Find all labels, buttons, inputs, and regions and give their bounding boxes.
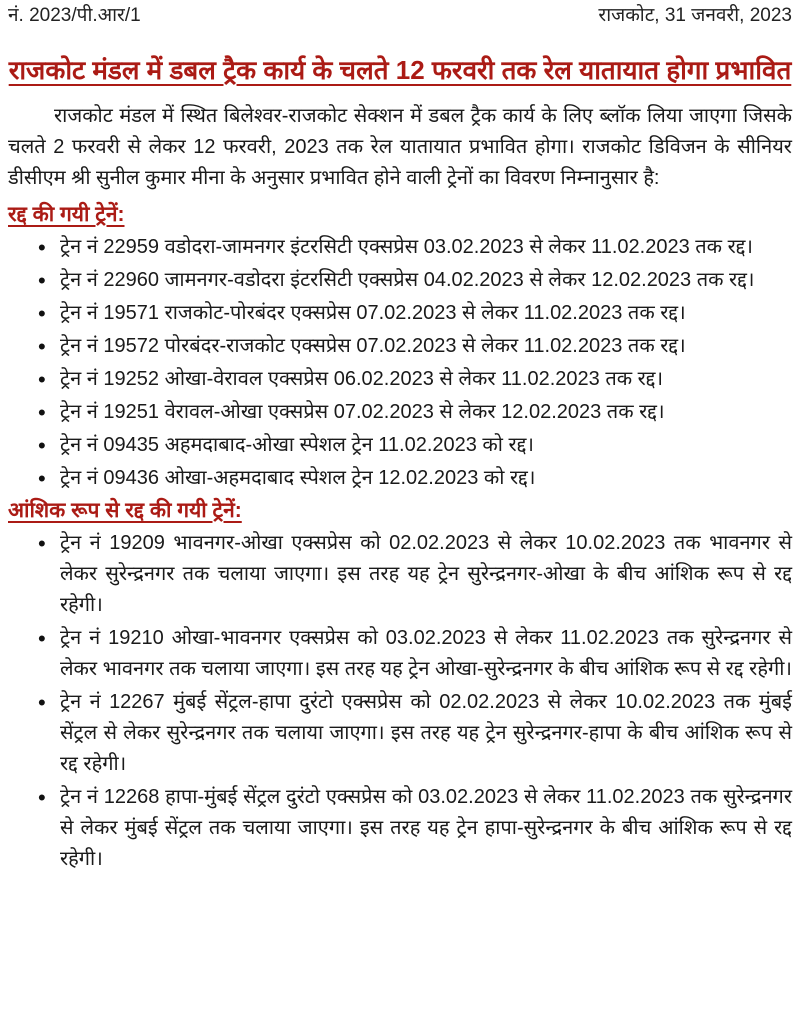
list-item: • ट्रेन नं 09436 ओखा-अहमदाबाद स्पेशल ट्रेन 12.02.2023 को रद्द। [38, 463, 792, 494]
section-heading-partially-cancelled-trains: आंशिक रूप से रद्द की गयी ट्रेनें: [8, 499, 242, 522]
intro-paragraph: राजकोट मंडल में स्थित बिलेश्वर-राजकोट सेक्शन में डबल ट्रैक कार्य के लिए ब्लॉक लिया जाएगा जिसके चलते 2 फरवरी से लेकर 12 फरवरी, 2023 तक रेल यातायात प्रभावित होगा। राजकोट डिविजन के सीनियर डीसीएम श्री सुनील कुमार मीना के अनुसार प्रभावित होने वाली ट्रेनों का विवरण निम्नानुसार है: [8, 105, 792, 189]
list-item: • ट्रेन नं 19571 राजकोट-पोरबंदर एक्सप्रेस 07.02.2023 से लेकर 11.02.2023 तक रद्द। [38, 298, 792, 329]
list-item: • ट्रेन नं 19252 ओखा-वेरावल एक्सप्रेस 06.02.2023 से लेकर 11.02.2023 तक रद्द। [38, 364, 792, 395]
cancelled-trains-list [8, 232, 792, 494]
place-date: राजकोट, 31 जनवरी, 2023 [598, 5, 792, 26]
list-item: • ट्रेन नं 12267 मुंबई सेंट्रल-हापा दुरंटो एक्सप्रेस को 02.02.2023 से लेकर 10.02.2023 तक मुंबई सेंट्रल से लेकर सुरेन्द्रनगर तक चलाया जाएगा। इस तरह यह ट्रेन सुरेन्द्रनगर-हापा के बीच आंशिक रूप से रद्द रहेगी। [38, 687, 792, 780]
list-item: • ट्रेन नं 19572 पोरबंदर-राजकोट एक्सप्रेस 07.02.2023 से लेकर 11.02.2023 तक रद्द। [38, 331, 792, 362]
list-item: • ट्रेन नं 19251 वेरावल-ओखा एक्सप्रेस 07.02.2023 से लेकर 12.02.2023 तक रद्द। [38, 397, 792, 428]
list-item: • ट्रेन नं 19209 भावनगर-ओखा एक्सप्रेस को 02.02.2023 से लेकर 10.02.2023 तक भावनगर से लेकर सुरेन्द्रनगर तक चलाया जाएगा। इस तरह यह ट्रेन सुरेन्द्रनगर-ओखा के बीच आंशिक रूप से रद्द रहेगी। [38, 528, 792, 621]
partially-cancelled-trains-list [8, 528, 792, 875]
list-item: • ट्रेन नं 22959 वडोदरा-जामनगर इंटरसिटी एक्सप्रेस 03.02.2023 से लेकर 11.02.2023 तक रद्द। [38, 232, 792, 263]
page-title: राजकोट मंडल में डबल ट्रैक कार्य के चलते 12 फरवरी तक रेल यातायात होगा प्रभावित [8, 55, 792, 85]
list-item: • ट्रेन नं 22960 जामनगर-वडोदरा इंटरसिटी एक्सप्रेस 04.02.2023 से लेकर 12.02.2023 तक रद्द। [38, 265, 792, 296]
list-item: • ट्रेन नं 09435 अहमदाबाद-ओखा स्पेशल ट्रेन 11.02.2023 को रद्द। [38, 430, 792, 461]
list-item: • ट्रेन नं 19210 ओखा-भावनगर एक्सप्रेस को 03.02.2023 से लेकर 11.02.2023 तक सुरेन्द्रनगर से लेकर भावनगर तक चलाया जाएगा। इस तरह यह ट्रेन ओखा-सुरेन्द्रनगर के बीच आंशिक रूप से रद्द रहेगी। [38, 623, 792, 685]
reference-number: नं. 2023/पी.आर/1 [8, 5, 141, 26]
section-heading-cancelled-trains: रद्द की गयी ट्रेनें: [8, 203, 125, 226]
document-header [8, 4, 792, 28]
list-item: • ट्रेन नं 12268 हापा-मुंबई सेंट्रल दुरंटो एक्सप्रेस को 03.02.2023 से लेकर 11.02.2023 तक सुरेन्द्रनगर से लेकर मुंबई सेंट्रल तक चलाया जाएगा। इस तरह यह ट्रेन हापा-सुरेन्द्रनगर के बीच आंशिक रूप से रद्द रहेगी। [38, 782, 792, 875]
